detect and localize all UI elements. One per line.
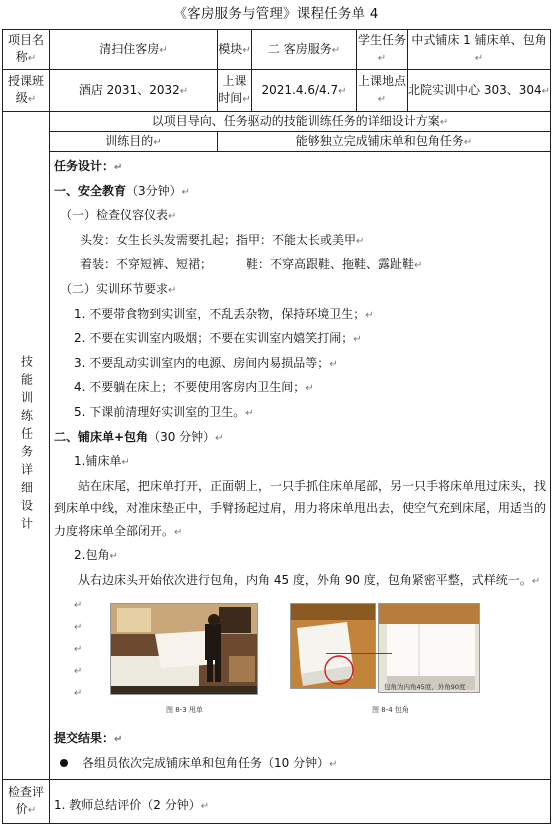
rule-item: 5. 下课前清理好实训室的卫生。↵	[74, 404, 254, 419]
sheet-text: 站在床尾，把床单打开，正面朝上，一只手抓住床单尾部，另一只手将床单甩过床头，找到床单中线，对准床垫正中，手臂扬起过肩，用力将床单甩出去，使空气充到床尾，用适当的力度将床单全部闭开。↵	[54, 478, 547, 538]
design-side-label: 技能训练任务详细设计	[19, 355, 34, 536]
student-task-label: 学生任务↵	[357, 30, 408, 70]
figure-right-caption: 图 8-4 包角	[372, 706, 409, 715]
goal-label: 训练目的↵	[50, 132, 218, 152]
project-name-label: 项目名称↵	[3, 30, 50, 70]
time-label: 上课时间↵	[218, 70, 252, 112]
safety-heading: 一、安全教育（3分钟）↵	[54, 183, 191, 198]
goal-value: 能够独立完成铺床单和包角任务↵	[218, 132, 551, 152]
figure-right-inset: 包角为内角45度，外角90度	[384, 683, 466, 692]
place-value: 北院实训中心 303、304↵	[408, 70, 551, 112]
pointer-line	[326, 653, 392, 654]
evaluation-body	[50, 779, 551, 823]
sheet-heading: 1.铺床单↵	[74, 454, 130, 469]
submit-item: 各组员依次完成铺床单和包角任务（10 分钟）↵	[54, 752, 546, 777]
module-label: 模块↵	[218, 30, 252, 70]
evaluation-item: 1. 教师总结评价（2 分钟）↵	[54, 797, 210, 812]
clothes-shoes-line: 着装：不穿短裤、短裙； 鞋：不穿高跟鞋、拖鞋、露趾鞋↵	[80, 257, 423, 272]
evaluation-label: 检查评价↵	[3, 779, 50, 823]
figures-area	[54, 595, 546, 727]
bullet-icon	[60, 759, 68, 767]
task-design-body	[50, 152, 551, 780]
module-value: 二 客房服务↵	[252, 30, 357, 70]
time-value: 2021.4.6/4.7↵	[252, 70, 357, 112]
design-side-label-cell	[3, 112, 50, 780]
check-heading: （一）检查仪容仪表↵	[60, 208, 177, 223]
corner-heading: 2.包角↵	[74, 548, 118, 563]
page-title: 《客房服务与管理》课程任务单 4	[173, 6, 379, 22]
rule-item: 1. 不要带食物到实训室，不乱丢杂物，保持环境卫生；↵	[74, 306, 374, 321]
plan-title: 以项目导向、任务驱动的技能训练任务的详细设计方案↵	[50, 112, 551, 132]
submit-heading: 提交结果：↵	[54, 731, 123, 746]
rule-item: 3. 不要乱动实训室内的电源、房间内易损品等；↵	[74, 355, 338, 370]
rule-item: 4. 不要躺在床上；不要使用客房内卫生间；↵	[74, 380, 314, 395]
task-table	[2, 29, 551, 824]
class-label: 授课班级↵	[3, 70, 50, 112]
bed-heading: 二、铺床单+包角（30 分钟）↵	[54, 429, 224, 444]
paragraph-marks: ↵ ↵ ↵ ↵ ↵	[74, 600, 83, 700]
rules-heading: （二）实训环节要求↵	[60, 281, 177, 296]
project-name-value: 清扫住客房↵	[50, 30, 218, 70]
bed-sheet-fling-photo	[110, 603, 258, 695]
task-design-heading: 任务设计：↵	[54, 159, 123, 173]
student-task-value: 中式铺床 1 铺床单、包角↵	[408, 30, 551, 70]
class-value: 酒店 2031、2032↵	[50, 70, 218, 112]
rule-item: 2. 不要在实训室内吸烟；不要在实训室内嬉笑打闹；↵	[74, 331, 362, 346]
place-label: 上课地点↵	[357, 70, 408, 112]
corner-text: 从右边床头开始依次进行包角，内角 45 度，外角 90 度，包角紧密平整，式样统一。↵	[78, 572, 541, 587]
hair-line: 头发：女生长头发需要扎起；指甲：不能太长或美甲↵	[80, 232, 365, 247]
figure-left-caption: 图 8-3 甩单	[166, 706, 203, 715]
corner-fold-photo	[290, 603, 376, 689]
